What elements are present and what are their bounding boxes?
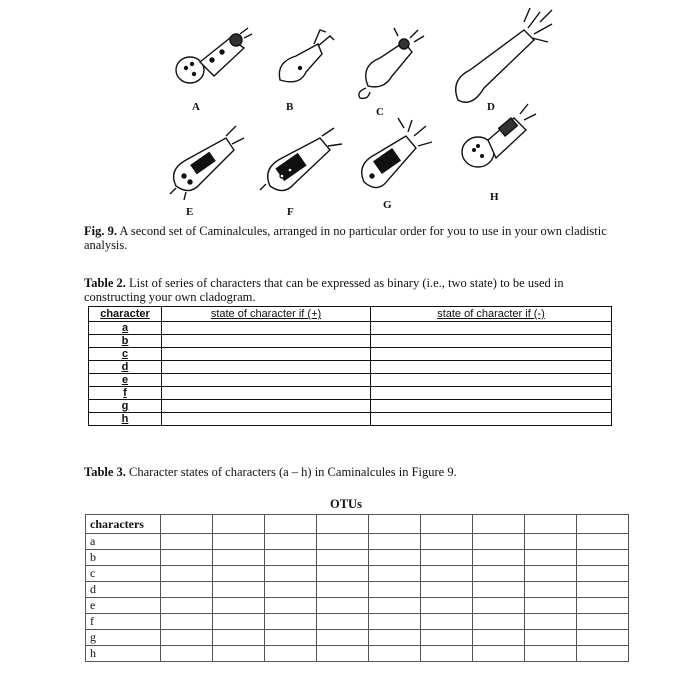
- table-row: [86, 630, 629, 646]
- table3-cell[interactable]: [473, 614, 525, 630]
- figure-caption: [84, 224, 624, 252]
- caminalcule-c: [359, 28, 424, 98]
- table3-cell[interactable]: [369, 550, 421, 566]
- table3-cell[interactable]: [317, 630, 369, 646]
- table3-cell[interactable]: [473, 630, 525, 646]
- table2-cell-minus[interactable]: [371, 387, 612, 400]
- caminalcule-drawings: [0, 0, 700, 220]
- table-row: [86, 550, 629, 566]
- table3-cell[interactable]: [213, 534, 265, 550]
- table-row: [86, 614, 629, 630]
- table3-cell[interactable]: [213, 598, 265, 614]
- table3-cell[interactable]: [473, 566, 525, 582]
- table3-otu-header-cell[interactable]: [369, 515, 421, 534]
- table3-caption: [84, 465, 457, 480]
- table2-header-plus: state of character if (+): [162, 307, 371, 322]
- table3-cell[interactable]: [369, 566, 421, 582]
- table3-cell[interactable]: [577, 582, 629, 598]
- table3-cell[interactable]: [265, 630, 317, 646]
- table-row: [89, 387, 612, 400]
- label-a: A: [192, 101, 200, 113]
- label-e: E: [186, 206, 194, 218]
- table3-cell[interactable]: [317, 582, 369, 598]
- table2-cell-plus[interactable]: [162, 335, 371, 348]
- table3-cell[interactable]: [161, 614, 213, 630]
- table3-cell[interactable]: [265, 646, 317, 662]
- table3-cell[interactable]: [369, 534, 421, 550]
- table3-cell[interactable]: [421, 614, 473, 630]
- table3-cell[interactable]: [525, 534, 577, 550]
- table3-cell[interactable]: [161, 566, 213, 582]
- label-h: H: [490, 191, 499, 203]
- table3-cell[interactable]: [369, 646, 421, 662]
- table3-cell[interactable]: [161, 646, 213, 662]
- table3-cell[interactable]: [369, 598, 421, 614]
- table-row: [89, 374, 612, 387]
- table3-cell[interactable]: [265, 598, 317, 614]
- label-g: G: [383, 199, 392, 211]
- caminalcule-h: [462, 104, 536, 167]
- table2: [88, 306, 612, 426]
- table-row: [86, 534, 629, 550]
- table3-cell[interactable]: [161, 534, 213, 550]
- table3-otu-header-cell[interactable]: [525, 515, 577, 534]
- table3-cell[interactable]: [421, 598, 473, 614]
- table2-row-label: b: [89, 335, 162, 348]
- table3-otu-header-cell[interactable]: [421, 515, 473, 534]
- table3-header-row: [86, 515, 629, 534]
- table3-otu-header-cell[interactable]: [473, 515, 525, 534]
- table3-row-label: e: [86, 598, 161, 614]
- table3-cell[interactable]: [421, 646, 473, 662]
- table3-cell[interactable]: [265, 582, 317, 598]
- label-c: C: [376, 106, 384, 118]
- table2-cell-plus[interactable]: [162, 322, 371, 335]
- table3-cell[interactable]: [317, 566, 369, 582]
- table2-row-label: e: [89, 374, 162, 387]
- table3-cell[interactable]: [577, 550, 629, 566]
- table3-cell[interactable]: [577, 566, 629, 582]
- table3-cell[interactable]: [473, 582, 525, 598]
- table3-header-characters: characters: [86, 515, 161, 534]
- table3-cell[interactable]: [577, 534, 629, 550]
- table3-row-label: f: [86, 614, 161, 630]
- table2-cell-plus[interactable]: [162, 374, 371, 387]
- table3-cell[interactable]: [369, 582, 421, 598]
- table3-cell[interactable]: [317, 550, 369, 566]
- table2-header-character: character: [89, 307, 162, 322]
- table3-cell[interactable]: [213, 630, 265, 646]
- caminalcule-d: [456, 8, 552, 102]
- label-d: D: [487, 101, 495, 113]
- table3-row-label: c: [86, 566, 161, 582]
- label-f: F: [287, 206, 294, 218]
- label-b: B: [286, 101, 294, 113]
- table-row: [89, 348, 612, 361]
- table3-cell[interactable]: [213, 646, 265, 662]
- table3-cell[interactable]: [161, 582, 213, 598]
- table3-cell[interactable]: [317, 534, 369, 550]
- figure-caption-label: Fig. 9.: [84, 224, 117, 238]
- table2-row-label: h: [89, 413, 162, 426]
- table2-cell-plus[interactable]: [162, 361, 371, 374]
- table2-row-label: f: [89, 387, 162, 400]
- table2-row-label: d: [89, 361, 162, 374]
- table3-otu-header-cell[interactable]: [161, 515, 213, 534]
- table2-caption-label: Table 2.: [84, 276, 126, 290]
- table3-cell[interactable]: [577, 630, 629, 646]
- table2-cell-minus[interactable]: [371, 348, 612, 361]
- table3-cell[interactable]: [265, 534, 317, 550]
- table3-cell[interactable]: [213, 614, 265, 630]
- table2-cell-minus[interactable]: [371, 322, 612, 335]
- table3-row-label: g: [86, 630, 161, 646]
- table3: [85, 514, 629, 662]
- table3-cell[interactable]: [317, 646, 369, 662]
- table3-cell[interactable]: [213, 582, 265, 598]
- caminalcule-e: [170, 126, 244, 200]
- caminalcule-figure: [0, 0, 700, 220]
- table2-cell-minus[interactable]: [371, 400, 612, 413]
- table2-cell-plus[interactable]: [162, 387, 371, 400]
- table3-cell[interactable]: [577, 598, 629, 614]
- table2-caption: [84, 276, 624, 304]
- table-row: [89, 400, 612, 413]
- table3-cell[interactable]: [369, 614, 421, 630]
- table3-cell[interactable]: [265, 550, 317, 566]
- table3-cell[interactable]: [421, 566, 473, 582]
- table3-cell[interactable]: [525, 566, 577, 582]
- table-row: [89, 413, 612, 426]
- table3-cell[interactable]: [577, 614, 629, 630]
- table3-cell[interactable]: [213, 566, 265, 582]
- table3-row-label: a: [86, 534, 161, 550]
- table3-cell[interactable]: [421, 534, 473, 550]
- table3-cell[interactable]: [369, 630, 421, 646]
- caminalcule-b: [279, 30, 334, 82]
- otus-heading: OTUs: [330, 497, 362, 511]
- table3-cell[interactable]: [473, 534, 525, 550]
- table3-cell[interactable]: [421, 630, 473, 646]
- table2-cell-minus[interactable]: [371, 335, 612, 348]
- table3-cell[interactable]: [265, 614, 317, 630]
- table2-cell-minus[interactable]: [371, 413, 612, 426]
- table-row: [86, 646, 629, 662]
- table2-cell-plus[interactable]: [162, 413, 371, 426]
- table2-cell-minus[interactable]: [371, 361, 612, 374]
- table3-cell[interactable]: [525, 598, 577, 614]
- table2-cell-minus[interactable]: [371, 374, 612, 387]
- table-row: [86, 582, 629, 598]
- table3-row-label: h: [86, 646, 161, 662]
- table3-otu-header-cell[interactable]: [213, 515, 265, 534]
- table3-cell[interactable]: [213, 550, 265, 566]
- table3-cell[interactable]: [525, 582, 577, 598]
- table3-cell[interactable]: [525, 646, 577, 662]
- table3-otu-header-cell[interactable]: [265, 515, 317, 534]
- table2-header-minus: state of character if (-): [371, 307, 612, 322]
- table-row: [89, 322, 612, 335]
- table3-caption-label: Table 3.: [84, 465, 126, 479]
- table2-header-row: [89, 307, 612, 322]
- table3-row-label: b: [86, 550, 161, 566]
- table2-cell-plus[interactable]: [162, 400, 371, 413]
- table-row: [89, 361, 612, 374]
- table2-row-label: a: [89, 322, 162, 335]
- caminalcule-a: [176, 28, 252, 83]
- caminalcule-f: [260, 128, 342, 191]
- table3-cell[interactable]: [161, 630, 213, 646]
- table3-caption-text: Character states of characters (a – h) in Caminalcules in Figure 9.: [125, 465, 457, 479]
- table-row: [86, 598, 629, 614]
- table3-cell[interactable]: [161, 598, 213, 614]
- table3-cell[interactable]: [525, 614, 577, 630]
- table-row: [86, 566, 629, 582]
- table3-cell[interactable]: [473, 550, 525, 566]
- table3-cell[interactable]: [577, 646, 629, 662]
- table3-otu-header-cell[interactable]: [577, 515, 629, 534]
- table3-cell[interactable]: [161, 550, 213, 566]
- table3-cell[interactable]: [473, 646, 525, 662]
- table-row: [89, 335, 612, 348]
- table3-otu-header-cell[interactable]: [317, 515, 369, 534]
- table3-cell[interactable]: [317, 598, 369, 614]
- table3-cell[interactable]: [265, 566, 317, 582]
- table2-row-label: c: [89, 348, 162, 361]
- table3-cell[interactable]: [421, 550, 473, 566]
- table3-cell[interactable]: [473, 598, 525, 614]
- figure-caption-text: A second set of Caminalcules, arranged in no particular order for you to use in your own cladistic analysis.: [84, 224, 607, 252]
- table2-cell-plus[interactable]: [162, 348, 371, 361]
- table3-cell[interactable]: [317, 614, 369, 630]
- table3-cell[interactable]: [421, 582, 473, 598]
- table3-cell[interactable]: [525, 630, 577, 646]
- table2-caption-text: List of series of characters that can be expressed as binary (i.e., two state) to be used in constructing your own cladogram.: [84, 276, 564, 304]
- caminalcule-g: [362, 118, 432, 188]
- table3-row-label: d: [86, 582, 161, 598]
- table3-cell[interactable]: [525, 550, 577, 566]
- table2-row-label: g: [89, 400, 162, 413]
